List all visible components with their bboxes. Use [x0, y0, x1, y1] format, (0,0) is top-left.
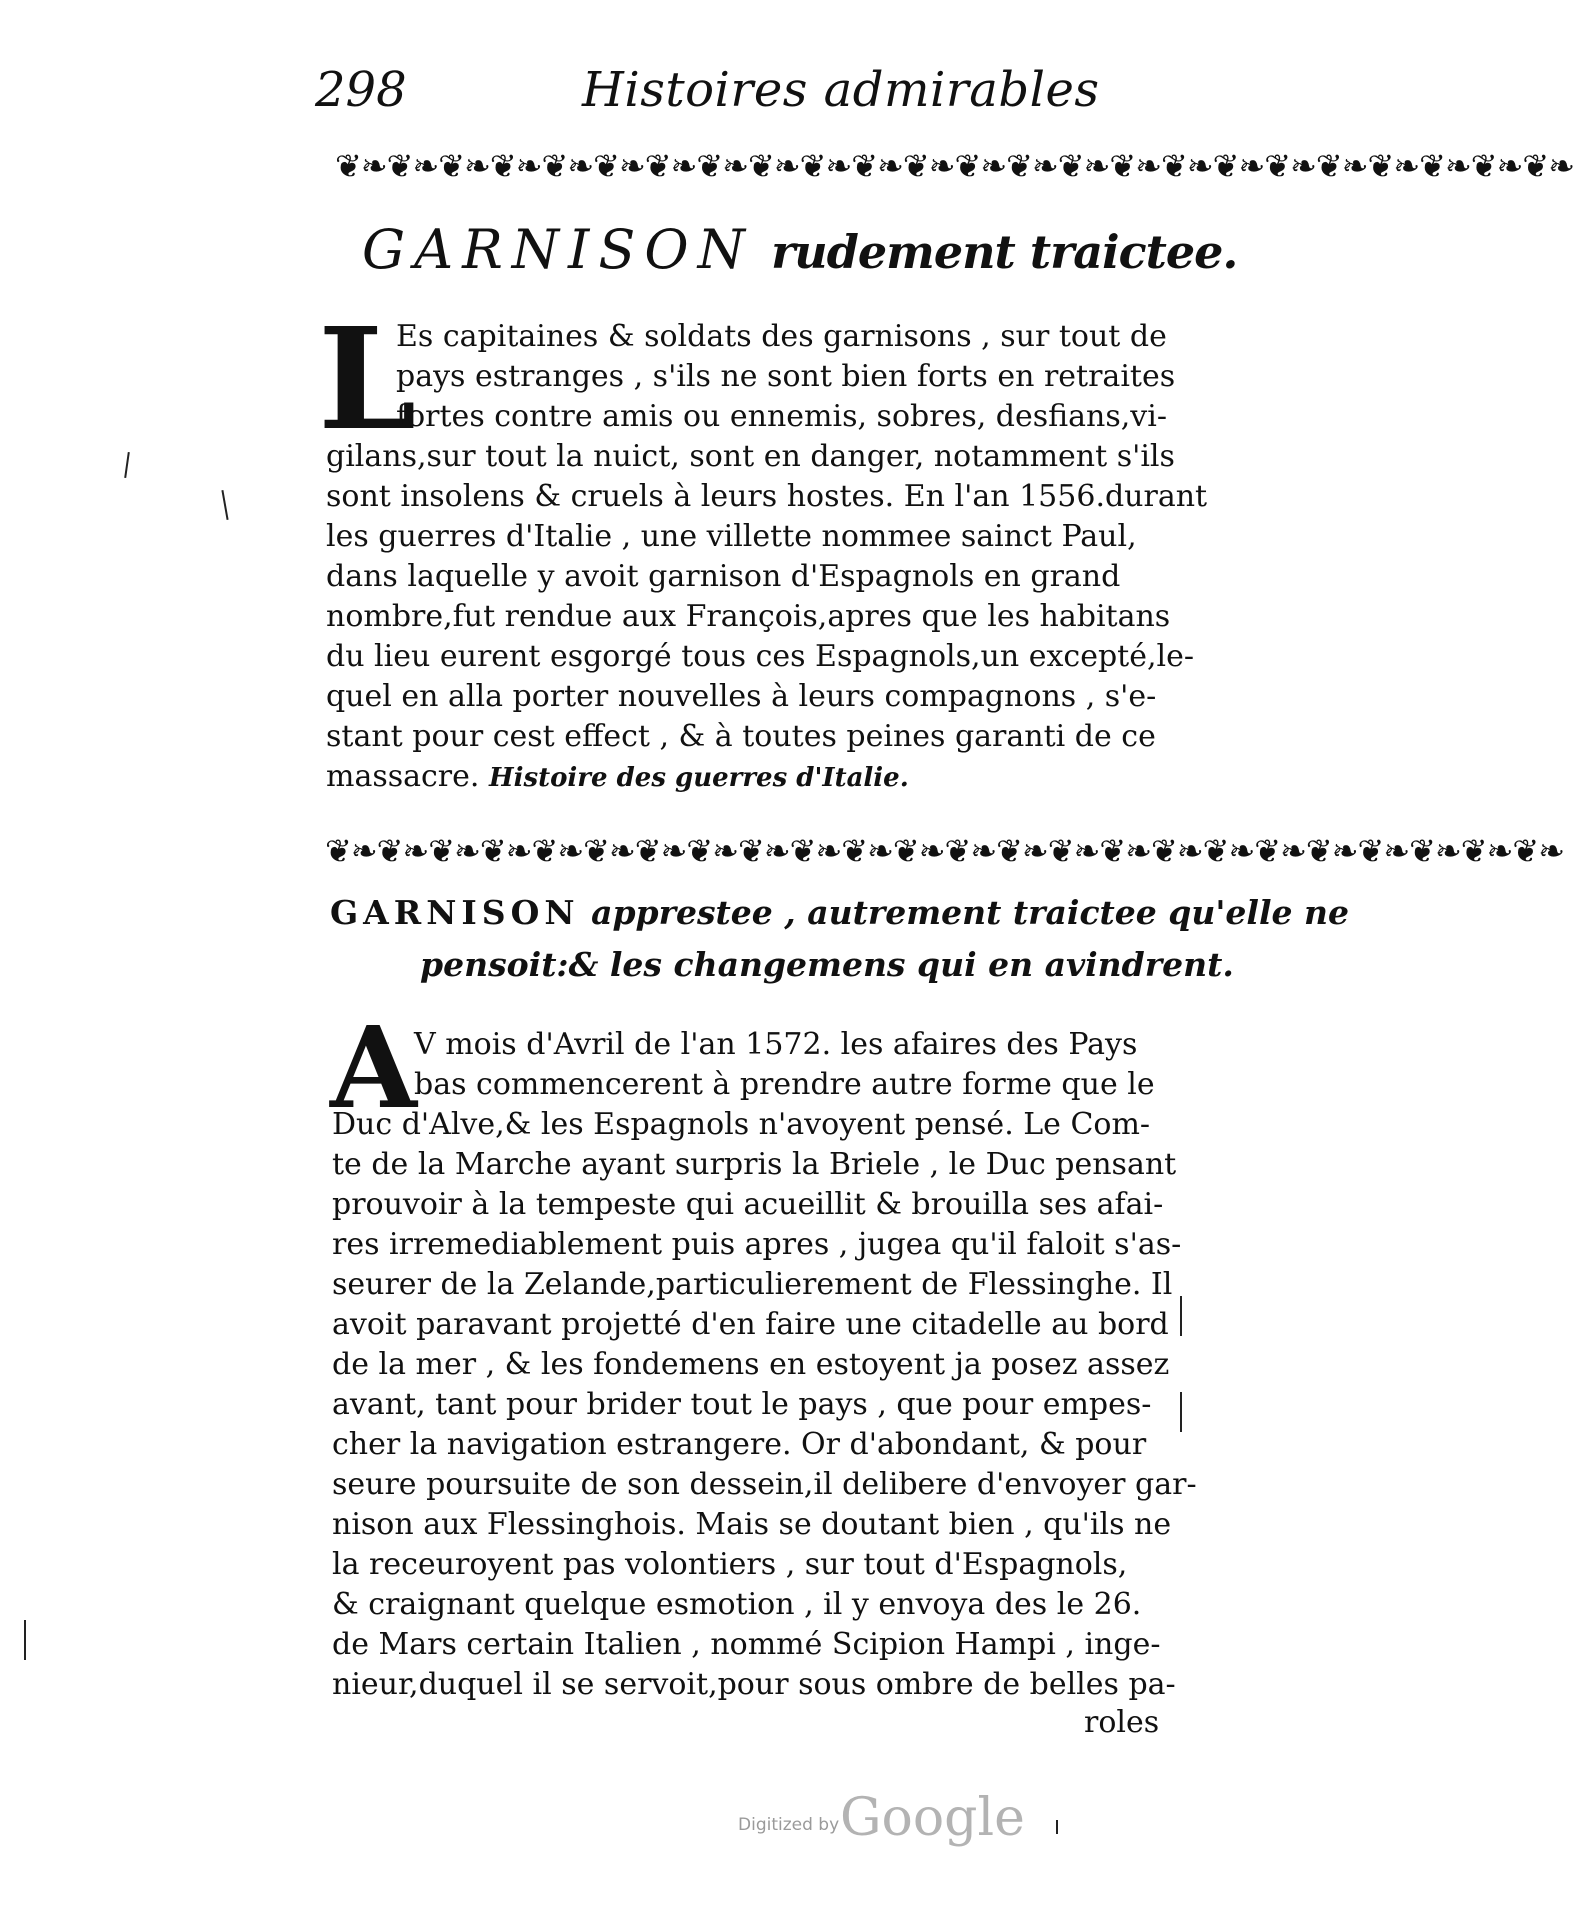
section2-dropcap: A: [330, 1003, 417, 1134]
section2-line: te de la Marche ayant surpris la Briele , le Duc pensant: [332, 1147, 1177, 1182]
section1-dropcap: L: [318, 298, 417, 462]
catchword: roles: [1084, 1705, 1160, 1740]
margin-mark: [1056, 1820, 1058, 1834]
section2-line: bas commencerent à prendre autre forme que le: [414, 1067, 1155, 1102]
digitized-by-label: Digitized by: [738, 1815, 840, 1835]
section1-line: fortes contre amis ou ennemis, sobres, desfians,vi-: [396, 399, 1167, 434]
section2-line: avant, tant pour brider tout le pays , que pour empes-: [332, 1387, 1152, 1422]
ornament-band-middle: ❦❧❦❧❦❧❦❧❦❧❦❧❦❧❦❧❦❧❦❧❦❧❦❧❦❧❦❧❦❧❦❧❦❧❦❧❦❧❦❧❦❧❦❧❦❧❦❧: [325, 832, 1564, 870]
ornament-band-top: ❦❧❦❧❦❧❦❧❦❧❦❧❦❧❦❧❦❧❦❧❦❧❦❧❦❧❦❧❦❧❦❧❦❧❦❧❦❧❦❧❦❧❦❧❦❧❦❧: [335, 147, 1574, 185]
margin-mark: [1180, 1392, 1182, 1432]
section2-line: seurer de la Zelande,particulierement de Flessinghe. Il: [332, 1267, 1173, 1302]
section2-line: de la mer , & les fondemens en estoyent ja posez assez: [332, 1347, 1170, 1382]
section2-title-line2: pensoit:& les changemens qui en avindrent.: [420, 945, 1234, 984]
section2-line: res irremediablement puis apres , jugea qu'il faloit s'as-: [332, 1227, 1182, 1262]
section1-line: gilans,sur tout la nuict, sont en danger, notamment s'ils: [326, 439, 1175, 474]
margin-mark: [221, 490, 228, 520]
section1-line: Es capitaines & soldats des garnisons , sur tout de: [396, 319, 1167, 354]
section1-line: stant pour cest effect , & à toutes peines garanti de ce: [326, 719, 1156, 754]
section1-title: [362, 218, 1237, 281]
section2-line: cher la navigation estrangere. Or d'abondant, & pour: [332, 1427, 1147, 1462]
section2-line: la receuroyent pas volontiers , sur tout d'Espagnols,: [332, 1547, 1128, 1582]
section1-line: nombre,fut rendue aux François,apres que les habitans: [326, 599, 1171, 634]
section2-line: avoit paravant projetté d'en faire une citadelle au bord: [332, 1307, 1169, 1342]
google-watermark: Google: [840, 1788, 1025, 1848]
section2-line: & craignant quelque esmotion , il y envoya des le 26.: [332, 1587, 1142, 1622]
section2-title-rest: apprestee , autrement traictee qu'elle ne: [591, 893, 1349, 932]
section1-last-words: massacre.: [326, 759, 480, 794]
section2-title-line1: [330, 893, 1349, 932]
section2-line: de Mars certain Italien , nommé Scipion Hampi , inge-: [332, 1627, 1161, 1662]
section1-line: [326, 759, 909, 794]
section1-citation: Histoire des guerres d'Italie.: [489, 763, 909, 793]
section1-title-caps: GARNISON: [362, 218, 754, 281]
section1-title-rest: rudement traictee.: [771, 225, 1238, 279]
margin-mark: [1180, 1296, 1182, 1336]
section1-line: pays estranges , s'ils ne sont bien forts en retraites: [396, 359, 1176, 394]
section1-line: dans laquelle y avoit garnison d'Espagnols en grand: [326, 559, 1121, 594]
section1-line: les guerres d'Italie , une villette nommee sainct Paul,: [326, 519, 1137, 554]
section2-line: V mois d'Avril de l'an 1572. les afaires des Pays: [414, 1027, 1138, 1062]
section2-title-caps: GARNISON: [330, 893, 580, 932]
section1-line: sont insolens & cruels à leurs hostes. En l'an 1556.durant: [326, 479, 1208, 514]
section2-line: nieur,duquel il se servoit,pour sous ombre de belles pa-: [332, 1667, 1176, 1702]
section2-line: seure poursuite de son dessein,il delibere d'envoyer gar-: [332, 1467, 1197, 1502]
section1-line: quel en alla porter nouvelles à leurs compagnons , s'e-: [326, 679, 1157, 714]
margin-mark: [24, 1620, 26, 1660]
page-number: 298: [315, 62, 407, 118]
section1-line: du lieu eurent esgorgé tous ces Espagnols,un excepté,le-: [326, 639, 1194, 674]
running-title: Histoires admirables: [582, 62, 1100, 118]
section2-line: nison aux Flessinghois. Mais se doutant bien , qu'ils ne: [332, 1507, 1172, 1542]
section2-line: prouvoir à la tempeste qui acueillit & brouilla ses afai-: [332, 1187, 1164, 1222]
margin-mark: [124, 452, 130, 478]
section2-line: Duc d'Alve,& les Espagnols n'avoyent pensé. Le Com-: [332, 1107, 1151, 1142]
